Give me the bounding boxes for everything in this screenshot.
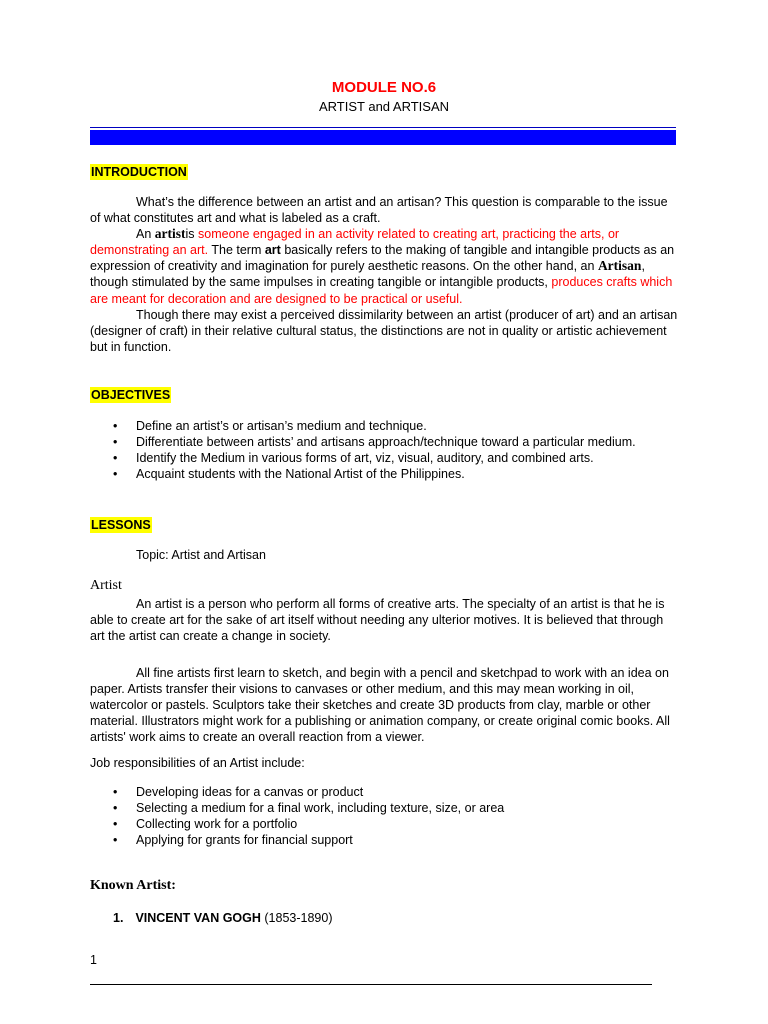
list-item: • Define an artist’s or artisan’s medium and technique. <box>113 419 427 433</box>
list-item: • Applying for grants for financial support <box>113 833 353 848</box>
introduction-heading: INTRODUCTION <box>91 165 187 179</box>
artist-paragraph-2: All fine artists first learn to sketch, and begin with a pencil and sketchpad to work with an idea on paper. Artists transfer their visions to canvases or other medium, and this may mean working in oil, watercolor or pastels. Sculptors take their sketches and create 3D products from clay, marble or other material. Illustrators might work for a publishing or animation company, or create original comic books. All artists' work aims to create an overall reaction from a viewer. <box>90 666 670 745</box>
artist-paragraph-1: An artist is a person who perform all forms of creative arts. The specialty of an artist is that he is able to create art for the sake of art itself without needing any ulterior motives. It is believed that through art the artist can create a change in society. <box>90 597 665 644</box>
module-title: MODULE NO.6 <box>331 79 437 96</box>
known-artist-heading: Known Artist: <box>90 878 176 893</box>
page-number: 1 <box>90 953 97 967</box>
intro-paragraph-1: What’s the difference between an artist and an artisan? This question is comparable to the issue of what constitutes art and what is labeled as a craft. <box>90 195 668 226</box>
intro-paragraph-2: An artistis someone engaged in an activity related to creating art, practicing the arts, or demonstrating an art. The term art basically refers to the making of tangible and intangible products as an expression of creativity and imagination for purely aesthetic reasons. On the other hand, an Artisan, though stimulated by the same impulses in creating tangible or intangible products, produces crafts which are meant for decoration and are designed to be practical or useful. <box>90 226 675 306</box>
job-responsibilities-list <box>113 784 673 848</box>
module-subtitle: ARTIST and ARTISAN <box>318 99 450 114</box>
objectives-heading: OBJECTIVES <box>91 388 171 402</box>
objectives-list <box>113 418 673 482</box>
list-item: • Collecting work for a portfolio <box>113 817 298 832</box>
blue-divider-bar <box>90 127 676 145</box>
list-item: • Selecting a medium for a final work, including texture, size, or area <box>113 801 505 816</box>
list-item: • Identify the Medium in various forms of art, viz, visual, auditory, and combined arts. <box>113 451 594 466</box>
list-item: • Acquaint students with the National Artist of the Philippines. <box>113 467 465 482</box>
list-item: • Differentiate between artists’ and artisans approach/technique toward a particular medium. <box>113 435 636 450</box>
list-item: • Developing ideas for a canvas or product <box>113 785 364 799</box>
job-responsibilities-intro: Job responsibilities of an Artist include: <box>90 756 305 770</box>
introduction-body <box>90 194 680 355</box>
lessons-heading: LESSONS <box>91 518 151 532</box>
artist-heading: Artist <box>90 578 122 593</box>
lesson-topic: Topic: Artist and Artisan <box>136 548 266 562</box>
footer-rule <box>90 984 652 985</box>
known-artist-item: 1. VINCENT VAN GOGH (1853-1890) <box>113 911 333 925</box>
intro-paragraph-3: Though there may exist a perceived dissimilarity between an artist (producer of art) and an artisan (designer of craft) in their relative cultural status, the distinctions are not in quality or artistic achievement but in function. <box>90 307 678 354</box>
